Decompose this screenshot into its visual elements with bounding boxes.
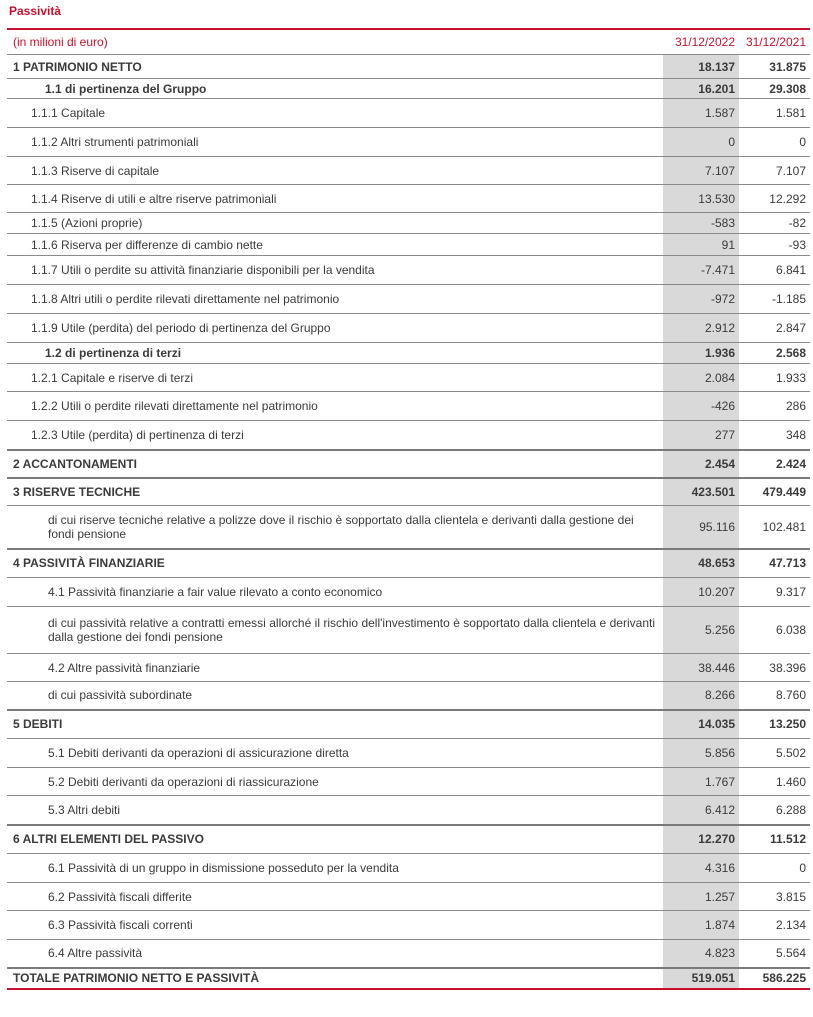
row-value-2021: 6.841 xyxy=(739,256,810,285)
row-label: 6.2 Passività fiscali differite xyxy=(7,883,663,911)
table-row xyxy=(7,256,810,285)
table-row xyxy=(7,157,810,185)
row-label: 1.1.7 Utili o perdite su attività finanziarie disponibili per la vendita xyxy=(7,256,663,285)
row-value-2021: 31.875 xyxy=(739,55,810,79)
row-value-2022: 5.856 xyxy=(663,739,739,768)
row-value-2021: 0 xyxy=(739,854,810,883)
row-value-2021: -1.185 xyxy=(739,285,810,314)
row-value-2022: -583 xyxy=(663,213,739,234)
row-value-2022: 4.823 xyxy=(663,940,739,968)
table-row xyxy=(7,796,810,825)
table-row xyxy=(7,99,810,128)
row-label: 5 DEBITI xyxy=(7,710,663,739)
row-label: 6.3 Passività fiscali correnti xyxy=(7,911,663,940)
row-value-2021: 5.502 xyxy=(739,739,810,768)
row-label: 1.1 di pertinenza del Gruppo xyxy=(7,79,663,99)
unit-label: (in milioni di euro) xyxy=(7,29,663,55)
row-value-2022: 8.266 xyxy=(663,682,739,710)
row-label: 1.1.1 Capitale xyxy=(7,99,663,128)
row-value-2021: 6.038 xyxy=(739,607,810,654)
row-label: di cui riserve tecniche relative a polizze dove il rischio è sopportato dalla clientela e derivanti dalla gestione dei fondi pensione xyxy=(7,506,663,549)
row-value-2021: 1.581 xyxy=(739,99,810,128)
row-value-2022: 1.587 xyxy=(663,99,739,128)
table-row xyxy=(7,213,810,234)
row-value-2021: 11.512 xyxy=(739,825,810,854)
row-value-2021: 38.396 xyxy=(739,654,810,682)
row-value-2022: 4.316 xyxy=(663,854,739,883)
row-value-2022: -7.471 xyxy=(663,256,739,285)
table-row xyxy=(7,578,810,607)
row-label: 1.2.1 Capitale e riserve di terzi xyxy=(7,364,663,392)
total-row xyxy=(7,968,810,989)
row-label: 1.1.6 Riserva per differenze di cambio nette xyxy=(7,234,663,256)
row-label: 6 ALTRI ELEMENTI DEL PASSIVO xyxy=(7,825,663,854)
row-label: 1.1.4 Riserve di utili e altre riserve patrimoniali xyxy=(7,185,663,213)
row-value-2022: 423.501 xyxy=(663,478,739,506)
column-header-2021: 31/12/2021 xyxy=(739,29,810,55)
table-row xyxy=(7,128,810,157)
row-value-2021: 2.847 xyxy=(739,314,810,343)
table-row xyxy=(7,79,810,99)
row-value-2022: 14.035 xyxy=(663,710,739,739)
row-label: 1.1.3 Riserve di capitale xyxy=(7,157,663,185)
row-label: 6.4 Altre passività xyxy=(7,940,663,968)
table-row xyxy=(7,450,810,478)
table-row xyxy=(7,234,810,256)
row-value-2022: 10.207 xyxy=(663,578,739,607)
table-row xyxy=(7,825,810,854)
table-row xyxy=(7,940,810,968)
column-header-2022: 31/12/2022 xyxy=(663,29,739,55)
row-value-2021: 12.292 xyxy=(739,185,810,213)
row-label: 4.2 Altre passività finanziarie xyxy=(7,654,663,682)
table-row xyxy=(7,682,810,710)
row-label: 1.1.8 Altri utili o perdite rilevati direttamente nel patrimonio xyxy=(7,285,663,314)
row-label: 6.1 Passività di un gruppo in dismissione posseduto per la vendita xyxy=(7,854,663,883)
table-row xyxy=(7,607,810,654)
table-row xyxy=(7,883,810,911)
row-label: 1.2.2 Utili o perdite rilevati direttamente nel patrimonio xyxy=(7,392,663,421)
row-value-2021: 7.107 xyxy=(739,157,810,185)
row-value-2021: 1.933 xyxy=(739,364,810,392)
row-label: 1.2 di pertinenza di terzi xyxy=(7,343,663,364)
table-row xyxy=(7,421,810,450)
row-value-2022: 1.257 xyxy=(663,883,739,911)
row-value-2022: -426 xyxy=(663,392,739,421)
row-value-2022: 2.084 xyxy=(663,364,739,392)
row-value-2022: 95.116 xyxy=(663,506,739,549)
row-value-2021: 479.449 xyxy=(739,478,810,506)
row-label: 5.1 Debiti derivanti da operazioni di assicurazione diretta xyxy=(7,739,663,768)
row-value-2021: 8.760 xyxy=(739,682,810,710)
row-value-2022: 18.137 xyxy=(663,55,739,79)
row-label: di cui passività relative a contratti emessi allorché il rischio dell'investimento è sopportato dalla clientela e derivanti dalla gestione dei fondi pensione xyxy=(7,607,663,654)
row-value-2021: 47.713 xyxy=(739,549,810,578)
table-row xyxy=(7,478,810,506)
row-value-2022: 5.256 xyxy=(663,607,739,654)
row-value-2022: 1.767 xyxy=(663,768,739,796)
row-value-2021: 6.288 xyxy=(739,796,810,825)
row-value-2022: 13.530 xyxy=(663,185,739,213)
table-row xyxy=(7,549,810,578)
row-value-2021: 13.250 xyxy=(739,710,810,739)
table-row xyxy=(7,392,810,421)
page-title: Passività xyxy=(9,4,62,18)
row-label: 2 ACCANTONAMENTI xyxy=(7,450,663,478)
table-row xyxy=(7,854,810,883)
table-row xyxy=(7,739,810,768)
row-label: di cui passività subordinate xyxy=(7,682,663,710)
row-value-2022: 12.270 xyxy=(663,825,739,854)
row-label: 1.1.9 Utile (perdita) del periodo di pertinenza del Gruppo xyxy=(7,314,663,343)
row-value-2021: 2.568 xyxy=(739,343,810,364)
row-value-2022: 7.107 xyxy=(663,157,739,185)
row-value-2022: 1.874 xyxy=(663,911,739,940)
row-label: 1.2.3 Utile (perdita) di pertinenza di terzi xyxy=(7,421,663,450)
row-value-2021: -82 xyxy=(739,213,810,234)
row-value-2021: 1.460 xyxy=(739,768,810,796)
row-value-2021: 586.225 xyxy=(739,968,810,989)
row-label: 5.3 Altri debiti xyxy=(7,796,663,825)
table-row xyxy=(7,710,810,739)
table-row xyxy=(7,364,810,392)
row-value-2021: 2.134 xyxy=(739,911,810,940)
row-value-2022: 16.201 xyxy=(663,79,739,99)
row-label: 4.1 Passività finanziarie a fair value rilevato a conto economico xyxy=(7,578,663,607)
row-value-2021: 286 xyxy=(739,392,810,421)
row-value-2022: 2.912 xyxy=(663,314,739,343)
table-row xyxy=(7,55,810,79)
row-value-2021: 2.424 xyxy=(739,450,810,478)
table-row xyxy=(7,768,810,796)
row-label: 1.1.5 (Azioni proprie) xyxy=(7,213,663,234)
row-label: 1.1.2 Altri strumenti patrimoniali xyxy=(7,128,663,157)
row-label: 1 PATRIMONIO NETTO xyxy=(7,55,663,79)
table-header xyxy=(7,29,810,55)
table-row xyxy=(7,343,810,364)
row-label: 3 RISERVE TECNICHE xyxy=(7,478,663,506)
row-value-2022: 91 xyxy=(663,234,739,256)
row-value-2022: 0 xyxy=(663,128,739,157)
row-value-2022: 48.653 xyxy=(663,549,739,578)
table-row xyxy=(7,506,810,549)
row-value-2022: 519.051 xyxy=(663,968,739,989)
row-label: 4 PASSIVITÀ FINANZIARIE xyxy=(7,549,663,578)
table-row xyxy=(7,654,810,682)
row-value-2021: 348 xyxy=(739,421,810,450)
row-value-2022: 1.936 xyxy=(663,343,739,364)
liabilities-table xyxy=(7,28,810,990)
row-value-2021: 0 xyxy=(739,128,810,157)
row-value-2021: 102.481 xyxy=(739,506,810,549)
row-value-2021: 3.815 xyxy=(739,883,810,911)
table-row xyxy=(7,185,810,213)
row-label: 5.2 Debiti derivanti da operazioni di riassicurazione xyxy=(7,768,663,796)
row-value-2021: -93 xyxy=(739,234,810,256)
row-value-2021: 9.317 xyxy=(739,578,810,607)
row-value-2022: 2.454 xyxy=(663,450,739,478)
row-value-2021: 29.308 xyxy=(739,79,810,99)
row-value-2022: -972 xyxy=(663,285,739,314)
table-row xyxy=(7,314,810,343)
row-value-2022: 277 xyxy=(663,421,739,450)
table-row xyxy=(7,911,810,940)
table-row xyxy=(7,285,810,314)
row-value-2021: 5.564 xyxy=(739,940,810,968)
row-value-2022: 38.446 xyxy=(663,654,739,682)
row-label: TOTALE PATRIMONIO NETTO E PASSIVITÀ xyxy=(7,968,663,989)
row-value-2022: 6.412 xyxy=(663,796,739,825)
